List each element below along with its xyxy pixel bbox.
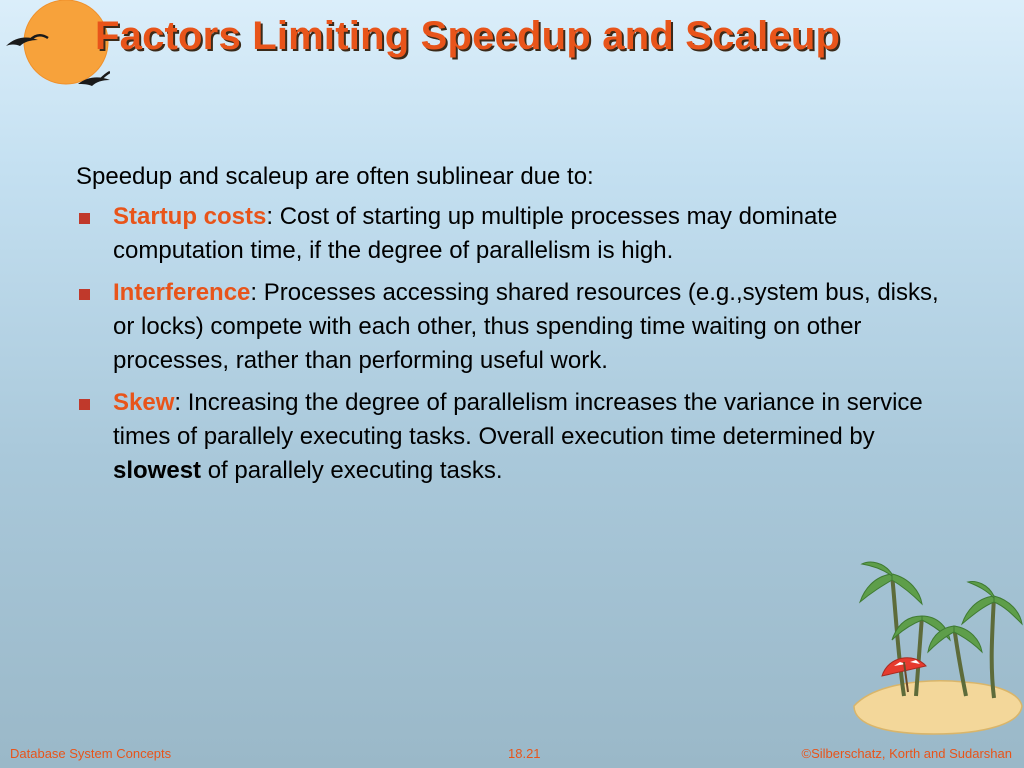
square-bullet-icon xyxy=(79,213,90,224)
palm-island-icon xyxy=(834,556,1024,746)
bullet-text-end: of parallely executing tasks. xyxy=(201,457,503,484)
bullet-text: : Increasing the degree of parallelism increases the variance in service times of parallely executing tasks. Overall execution time determined by xyxy=(113,389,923,450)
bullet-emphasis: slowest xyxy=(113,457,202,484)
sun-birds-icon xyxy=(0,0,110,110)
square-bullet-icon xyxy=(79,399,90,410)
bullet-list xyxy=(76,200,956,488)
bullet-text: : Processes accessing shared resources (e.g.,system bus, disks, or locks) compete with each other, thus spending time waiting on other processes, rather than performing useful work. xyxy=(113,279,939,374)
intro-text: Speedup and scaleup are often sublinear due to: xyxy=(76,163,594,190)
bullet-startup-costs xyxy=(76,200,956,268)
bullet-term: Startup costs xyxy=(113,203,267,230)
slide-title: Factors Limiting Speedup and Scaleup xyxy=(95,14,841,58)
bullet-term: Skew xyxy=(113,389,175,416)
footer-left: Database System Concepts xyxy=(10,746,172,761)
square-bullet-icon xyxy=(79,289,90,300)
bullet-interference xyxy=(76,276,956,378)
slide-footer xyxy=(0,746,1024,764)
bullet-term: Interference xyxy=(113,279,251,306)
footer-slide-number: 18.21 xyxy=(508,746,541,761)
bullet-text: : Cost of starting up multiple processes may dominate computation time, if the degree of parallelism is high. xyxy=(113,203,838,264)
slide-body xyxy=(76,160,956,496)
bullet-skew xyxy=(76,386,956,488)
footer-copyright: ©Silberschatz, Korth and Sudarshan xyxy=(801,746,1012,761)
